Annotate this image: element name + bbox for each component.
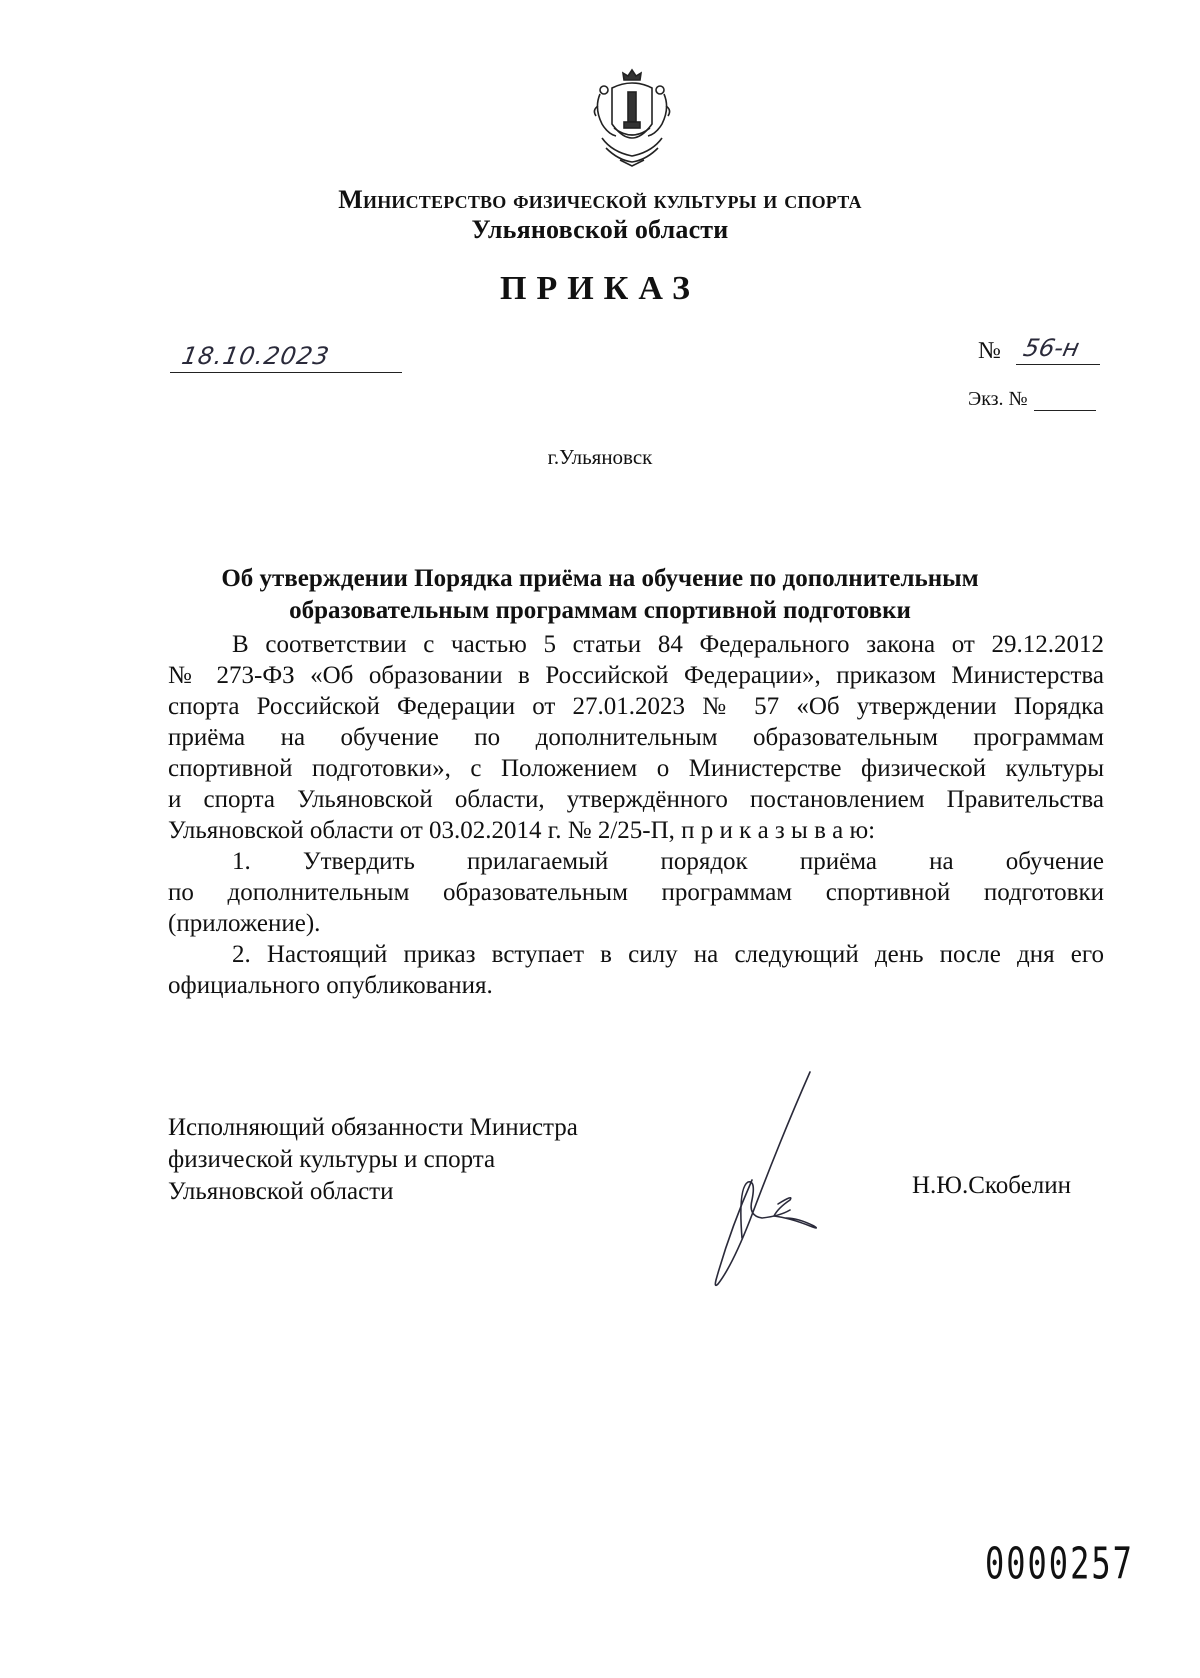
body-line: Ульяновской области от 03.02.2014 г. № 2/25-П, п р и к а з ы в а ю:: [168, 817, 876, 844]
handwritten-signature: [690, 1070, 860, 1290]
copy-number-field: [1034, 390, 1096, 411]
signatory-title-line3: Ульяновской области: [168, 1178, 394, 1205]
body-line: В соответствии с частью 5 статьи 84 Федерального закона от 29.12.2012: [232, 631, 1104, 658]
body-line: официального опубликования.: [168, 972, 493, 999]
body-line: спортивной подготовки», с Положением о Министерстве физической культуры: [168, 755, 1104, 782]
order-title: ПРИКАЗ: [500, 270, 700, 307]
body-line: спорта Российской Федерации от 27.01.2023 № 57 «Об утверждении Порядка: [168, 693, 1104, 720]
signer-name: Н.Ю.Скобелин: [912, 1172, 1072, 1199]
ministry-name-line2: Ульяновской области: [471, 215, 729, 244]
order-number: 56-н: [1021, 334, 1082, 362]
body-line: и спорта Ульяновской области, утверждённого постановлением Правительства: [168, 786, 1104, 813]
order-date: 18.10.2023: [179, 342, 332, 370]
copy-number-label: Экз. №: [968, 388, 1028, 410]
order-subject-line2: образовательным программам спортивной подготовки: [289, 597, 911, 624]
serial-number: 0000257: [985, 1538, 1134, 1590]
copy-number-block: [968, 388, 1096, 411]
body-line: (приложение).: [168, 910, 321, 937]
signatory-title-line2: физической культуры и спорта: [168, 1146, 496, 1173]
body-line: приёма на обучение по дополнительным образовательным программам: [168, 724, 1104, 751]
body-line: 1. Утвердить прилагаемый порядок приёма на обучение: [232, 848, 1104, 875]
order-subject-line1: Об утверждении Порядка приёма на обучение по дополнительным: [221, 565, 979, 592]
city: г.Ульяновск: [547, 445, 653, 469]
signatory-title-line1: Исполняющий обязанности Министра: [168, 1114, 578, 1141]
ministry-name-line1: Министерство физической культуры и спорта: [338, 185, 862, 214]
order-number-label: №: [978, 338, 1001, 364]
body-line: по дополнительным образовательным программам спортивной подготовки: [168, 879, 1104, 906]
order-date-field: [170, 340, 402, 373]
coat-of-arms-icon: [590, 66, 674, 170]
body-line: № 273-ФЗ «Об образовании в Российской Федерации», приказом Министерства: [168, 662, 1104, 689]
order-number-field: [1016, 332, 1100, 365]
body-line: 2. Настоящий приказ вступает в силу на следующий день после дня его: [232, 941, 1104, 968]
order-subject: [0, 563, 1200, 627]
